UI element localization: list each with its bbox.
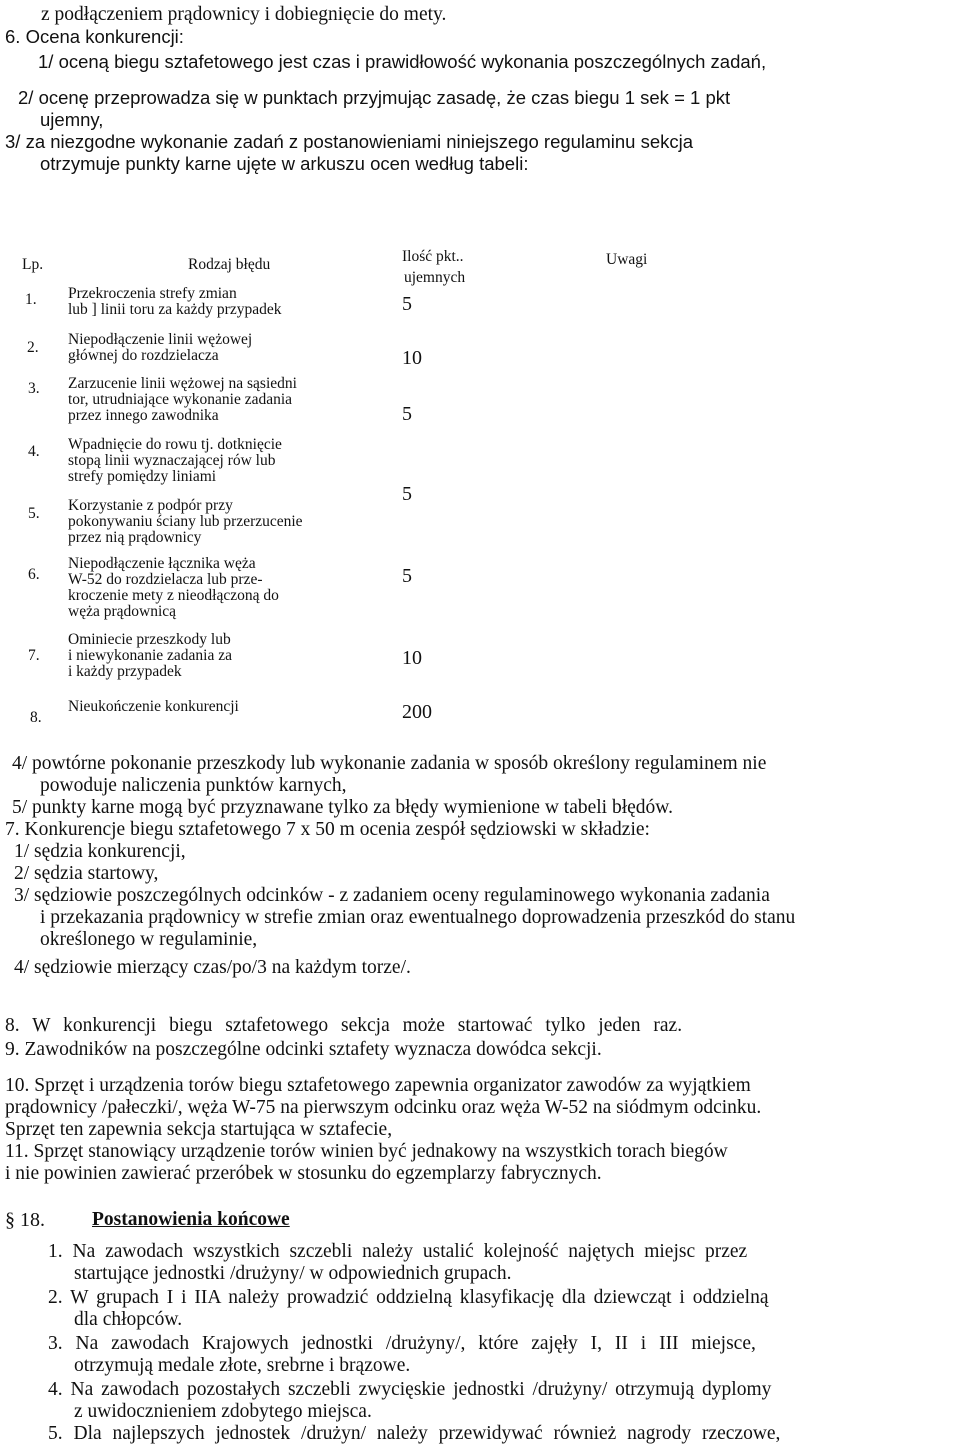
row-lp: 4. bbox=[28, 443, 40, 460]
header-lp: Lp. bbox=[22, 256, 44, 273]
list-item: 5. Dla najlepszych jednostek /drużyn/ należy przewidywać również nagrody rzeczowe, bbox=[48, 1423, 781, 1444]
penalty-table bbox=[0, 230, 960, 740]
row-description: Niepodłączenie łącznika węża W-52 do rozdzielacza lub prze- kroczenie mety z nieodłączoną do węża prądownicą bbox=[68, 555, 279, 620]
list-item-cont: otrzymują medale złote, srebrne i brązowe. bbox=[74, 1355, 411, 1376]
text-line: otrzymuje punkty karne ujęte w arkuszu ocen według tabeli: bbox=[40, 153, 529, 174]
text-line: ujemny, bbox=[40, 109, 104, 130]
section-heading: 7. Konkurencje biegu sztafetowego 7 x 50 m ocenia zespół sędziowski w składzie: bbox=[5, 819, 650, 840]
text-line: 3/ sędziowie poszczególnych odcinków - z zadaniem oceny regulaminowego wykonania zadania bbox=[14, 885, 770, 906]
row-description: Zarzucenie linii wężowej na sąsiedni tor, utrudniające wykonanie zadania przez innego zawodnika bbox=[68, 375, 297, 424]
row-description: Wpadnięcie do rowu tj. dotknięcie stopą linii wyznaczającej rów lub strefy pomiędzy liniami bbox=[68, 436, 282, 485]
row-lp: 3. bbox=[28, 380, 40, 397]
row-description: Ominiecie przeszkody lub i niewykonanie zadania za i każdy przypadek bbox=[68, 631, 232, 680]
header-points-2: ujemnych bbox=[404, 269, 466, 286]
section-title-text: Postanowienia końcowe bbox=[92, 1209, 290, 1230]
list-item: 2. W grupach I i IIA należy prowadzić oddzielną klasyfikację dla dziewcząt i oddzielną bbox=[48, 1287, 769, 1308]
text-line: Sprzęt ten zapewnia sekcja startująca w sztafecie, bbox=[5, 1119, 393, 1140]
row-points: 5 bbox=[402, 483, 412, 505]
row-lp: 2. bbox=[27, 339, 39, 356]
text-line: i nie powinien zawierać przeróbek w stosunku do egzemplarzy fabrycznych. bbox=[5, 1163, 602, 1184]
row-points: 5 bbox=[402, 293, 412, 315]
paragraph-number: § 18. bbox=[5, 1209, 45, 1231]
list-item-cont: dla chłopców. bbox=[74, 1309, 183, 1330]
text-line: 4/ sędziowie mierzący czas/po/3 na każdym torze/. bbox=[14, 957, 411, 978]
section-heading: 8. W konkurencji biegu sztafetowego sekcja może startować tylko jeden raz. bbox=[5, 1015, 683, 1036]
text-line: 1/ sędzia konkurencji, bbox=[14, 841, 186, 862]
text-line: z podłączeniem prądownicy i dobiegnięcie do mety. bbox=[41, 4, 447, 25]
row-description: Przekroczenia strefy zmian lub ] linii toru za każdy przypadek bbox=[68, 285, 282, 318]
row-lp: 5. bbox=[28, 505, 40, 522]
list-item-cont: z uwidocznieniem zdobytego miejsca. bbox=[74, 1401, 372, 1422]
text-line: 4/ powtórne pokonanie przeszkody lub wykonanie zadania w sposób określony regulaminem nie bbox=[12, 753, 767, 774]
row-points: 5 bbox=[402, 403, 412, 425]
row-lp: 1. bbox=[25, 291, 37, 308]
section-title bbox=[92, 1208, 290, 1232]
text-line: 3/ za niezgodne wykonanie zadań z postanowieniami niniejszego regulaminu sekcja bbox=[5, 131, 694, 152]
section-heading: 6. Ocena konkurencji: bbox=[5, 26, 184, 47]
row-description: Korzystanie z podpór przy pokonywaniu ściany lub przerzucenie przez nią prądownicy bbox=[68, 497, 303, 546]
section-heading: 11. Sprzęt stanowiący urządzenie torów winien być jednakowy na wszystkich torach biegów bbox=[5, 1141, 728, 1162]
row-lp: 8. bbox=[30, 709, 42, 726]
row-lp: 7. bbox=[28, 647, 40, 664]
row-description: Nieukończenie konkurencji bbox=[68, 698, 239, 715]
text-line: 5/ punkty karne mogą być przyznawane tylko za błędy wymienione w tabeli błędów. bbox=[12, 797, 673, 818]
text-line: określonego w regulaminie, bbox=[40, 929, 258, 950]
header-error-type: Rodzaj błędu bbox=[188, 256, 271, 273]
section-heading: 9. Zawodników na poszczególne odcinki sztafety wyznacza dowódca sekcji. bbox=[5, 1039, 602, 1060]
row-points: 10 bbox=[402, 347, 422, 369]
row-points: 200 bbox=[402, 701, 432, 723]
row-description: Niepodłączenie linii wężowej głównej do rozdzielacza bbox=[68, 331, 253, 364]
row-points: 10 bbox=[402, 647, 422, 669]
text-line: powoduje naliczenia punktów karnych, bbox=[40, 775, 347, 796]
text-line: 2/ sędzia startowy, bbox=[14, 863, 159, 884]
header-remarks: Uwagi bbox=[606, 251, 648, 268]
header-points-1: Ilość pkt.. bbox=[402, 248, 464, 265]
list-item-cont: startujące jednostki /drużyny/ w odpowiednich grupach. bbox=[74, 1263, 512, 1284]
list-item: 4. Na zawodach pozostałych szczebli zwycięskie jednostki /drużyny/ otrzymują dyplomy bbox=[48, 1379, 772, 1400]
row-lp: 6. bbox=[28, 566, 40, 583]
text-line: i przekazania prądownicy w strefie zmian oraz ewentualnego doprowadzenia przeszkód do stanu bbox=[40, 907, 796, 928]
row-points: 5 bbox=[402, 565, 412, 587]
text-line: 2/ ocenę przeprowadza się w punktach przyjmując zasadę, że czas biegu 1 sek = 1 pkt bbox=[18, 87, 731, 108]
text-line: 1/ oceną biegu sztafetowego jest czas i prawidłowość wykonania poszczególnych zadań, bbox=[38, 51, 767, 72]
text-line: prądownicy /pałeczki/, węża W-75 na pierwszym odcinku oraz węża W-52 na siódmym odcinku. bbox=[5, 1097, 762, 1118]
list-item: 3. Na zawodach Krajowych jednostki /drużyny/, które zajęły I, II i III miejsce, bbox=[48, 1333, 756, 1354]
section-heading: 10. Sprzęt i urządzenia torów biegu sztafetowego zapewnia organizator zawodów za wyjątkiem bbox=[5, 1075, 751, 1096]
list-item: 1. Na zawodach wszystkich szczebli należy ustalić kolejność najętych miejsc przez bbox=[48, 1241, 748, 1262]
